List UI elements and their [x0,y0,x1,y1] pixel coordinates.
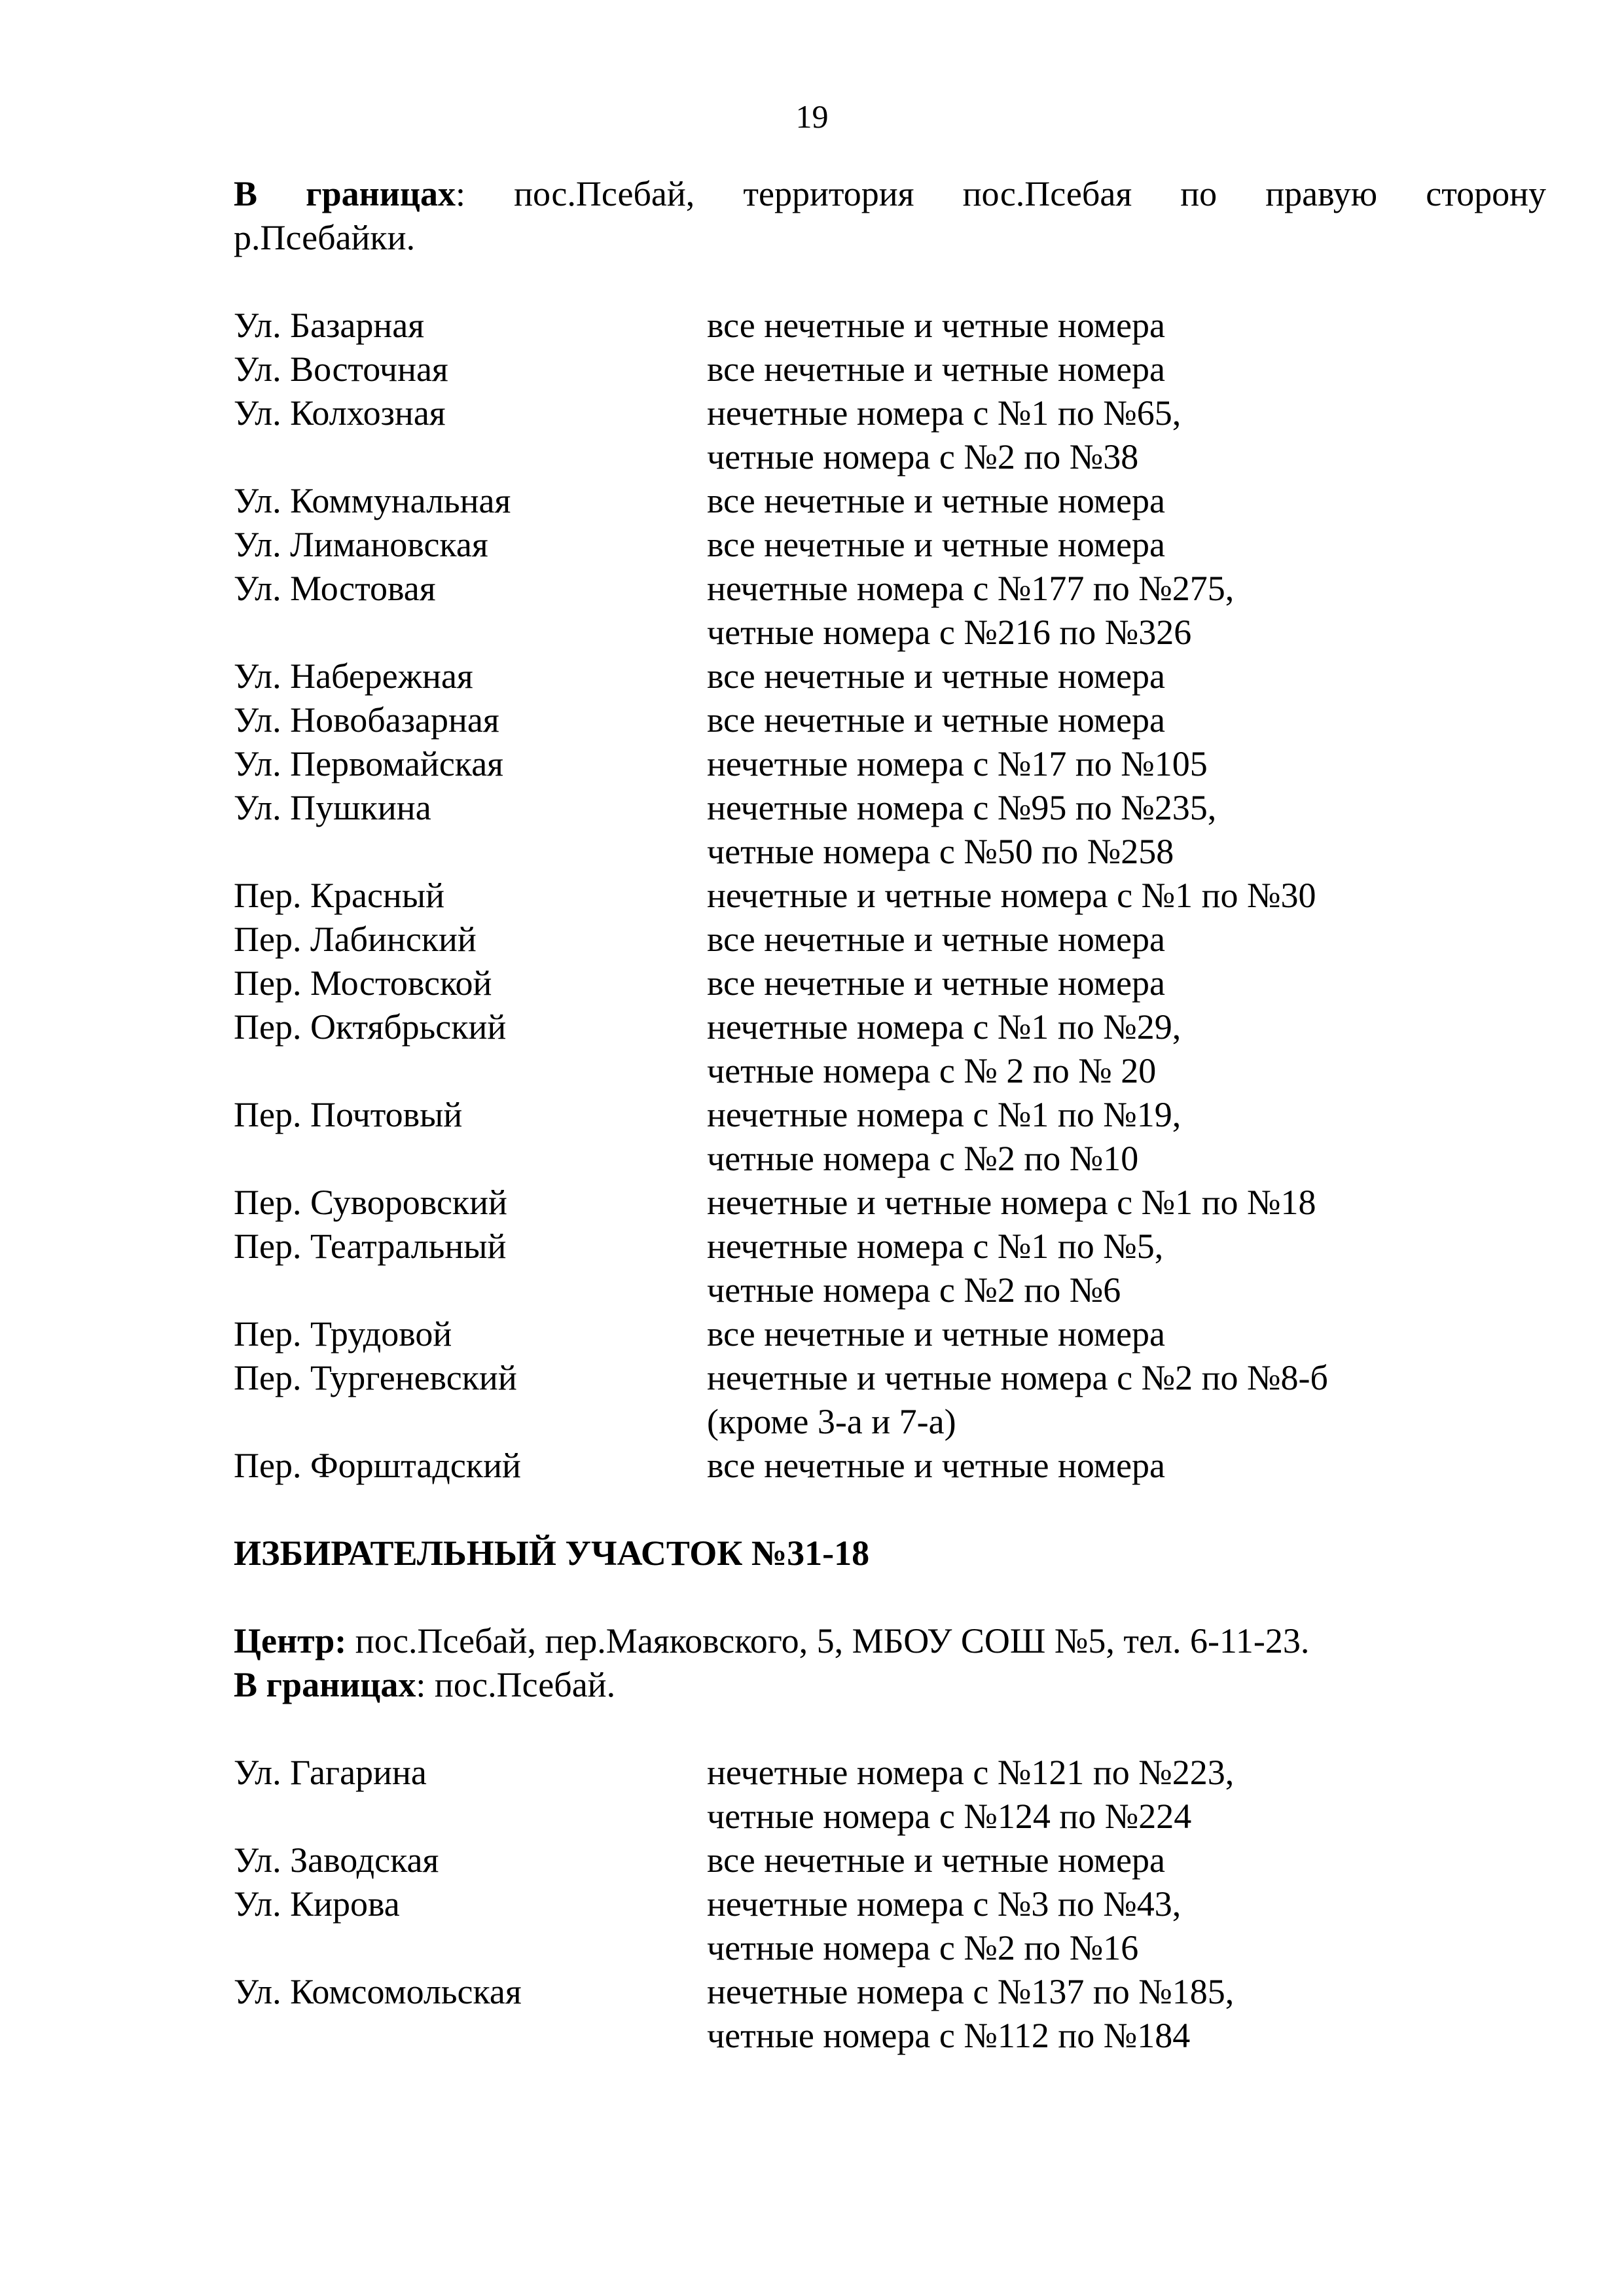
house-ranges [707,479,1546,523]
house-range-line: все нечетные и четные номера [707,350,1165,389]
street-row [234,1005,1546,1093]
street-name: Ул. Пушкина [234,788,431,827]
street-name: Пер. Лабинский [234,920,477,959]
house-range-line: все нечетные и четные номера [707,481,1165,520]
street-row [234,1312,1546,1356]
house-range-line: нечетные номера с №177 по №275, [707,569,1235,608]
street-name: Пер. Красный [234,876,444,915]
house-range-line: четные номера с №216 по №326 [707,613,1192,652]
house-range-line: нечетные и четные номера с №1 по №18 [707,1183,1316,1222]
street-name: Ул. Первомайская [234,744,504,783]
street-name: Ул. Лимановская [234,525,488,564]
house-ranges [707,1093,1546,1181]
house-range-line: нечетные номера с №3 по №43, [707,1884,1182,1924]
boundary-line-2 [234,1663,1546,1707]
street-name: Ул. Комсомольская [234,1972,522,2011]
street-name: Ул. Коммунальная [234,481,511,520]
center-text: пос.Псебай, пер.Маяковского, 5, МБОУ СОШ №5, тел. 6-11-23. [346,1621,1310,1660]
house-range-line: нечетные номера с №95 по №235, [707,788,1217,827]
spacer [234,1575,1546,1619]
street-row [234,742,1546,786]
house-ranges [707,304,1546,348]
house-ranges [707,1970,1546,2058]
street-list-1 [234,304,1546,1488]
house-range-line: четные номера с № 2 по № 20 [707,1051,1157,1090]
house-range-line: нечетные номера с №1 по №29, [707,1007,1182,1047]
street-name: Пер. Почтовый [234,1095,463,1134]
house-ranges [707,348,1546,391]
street-name: Ул. Заводская [234,1840,439,1880]
street-row [234,348,1546,391]
street-row [234,1970,1546,2058]
street-row [234,1839,1546,1882]
street-row [234,304,1546,348]
page-content [234,172,1546,2058]
street-row [234,1181,1546,1225]
street-row [234,961,1546,1005]
house-ranges [707,1312,1546,1356]
street-name: Ул. Базарная [234,306,425,345]
street-row [234,523,1546,567]
house-ranges [707,961,1546,1005]
street-name: Пер. Мостовской [234,963,492,1003]
spacer [234,1488,1546,1532]
center-line [234,1619,1546,1663]
house-ranges [707,1181,1546,1225]
house-ranges [707,1225,1546,1312]
boundary-text: : пос.Псебай, территория пос.Псебая по правую сторону [456,174,1547,213]
house-range-line: все нечетные и четные номера [707,700,1165,740]
house-range-line: нечетные и четные номера с №2 по №8-б [707,1358,1329,1397]
spacer [234,260,1546,304]
house-ranges [707,918,1546,961]
street-row [234,391,1546,479]
street-row [234,786,1546,874]
street-row [234,874,1546,918]
house-range-line: все нечетные и четные номера [707,1446,1165,1485]
house-range-line: четные номера с №50 по №258 [707,832,1174,871]
street-row [234,479,1546,523]
street-name: Пер. Октябрьский [234,1007,507,1047]
section-title: ИЗБИРАТЕЛЬНЫЙ УЧАСТОК №31-18 [234,1534,870,1573]
house-ranges [707,698,1546,742]
house-range-line: все нечетные и четные номера [707,525,1165,564]
house-ranges [707,1444,1546,1488]
street-row [234,918,1546,961]
street-row [234,1882,1546,1970]
house-range-line: нечетные номера с №137 по №185, [707,1972,1235,2011]
house-range-line: четные номера с №124 по №224 [707,1797,1192,1836]
street-name: Пер. Театральный [234,1227,507,1266]
house-ranges [707,655,1546,698]
house-ranges [707,1882,1546,1970]
house-range-line: четные номера с №2 по №38 [707,437,1139,476]
house-range-line: все нечетные и четные номера [707,656,1165,696]
house-ranges [707,874,1546,918]
street-name: Ул. Гагарина [234,1753,427,1792]
street-name: Пер. Тургеневский [234,1358,517,1397]
boundary-line-continued: р.Псебайки. [234,218,416,257]
street-name: Пер. Суворовский [234,1183,507,1222]
street-row [234,698,1546,742]
street-name: Ул. Колхозная [234,393,446,433]
street-name: Ул. Кирова [234,1884,400,1924]
house-ranges [707,742,1546,786]
house-ranges [707,391,1546,479]
house-ranges [707,1839,1546,1882]
house-range-line: нечетные номера с №121 по №223, [707,1753,1235,1792]
house-range-line: (кроме 3-а и 7-а) [707,1402,956,1441]
street-name: Ул. Набережная [234,656,473,696]
house-range-line: нечетные и четные номера с №1 по №30 [707,876,1316,915]
boundary-line [234,172,1546,216]
page-number: 19 [795,98,829,135]
house-ranges [707,523,1546,567]
house-range-line: все нечетные и четные номера [707,920,1165,959]
house-ranges [707,567,1546,655]
house-range-line: нечетные номера с №1 по №65, [707,393,1182,433]
street-name: Ул. Новобазарная [234,700,499,740]
street-row [234,655,1546,698]
street-row [234,1751,1546,1839]
house-ranges [707,786,1546,874]
street-list-2 [234,1751,1546,2058]
house-range-line: четные номера с №2 по №6 [707,1270,1121,1310]
center-label: Центр: [234,1621,347,1660]
house-range-line: все нечетные и четные номера [707,1314,1165,1354]
street-row [234,567,1546,655]
house-range-line: все нечетные и четные номера [707,306,1165,345]
boundary-label: В границах [234,174,456,213]
house-range-line: нечетные номера с №17 по №105 [707,744,1208,783]
house-range-line: четные номера с №2 по №10 [707,1139,1139,1178]
house-range-line: все нечетные и четные номера [707,963,1165,1003]
house-ranges [707,1005,1546,1093]
house-ranges [707,1356,1546,1444]
spacer [234,1707,1546,1751]
house-range-line: четные номера с №112 по №184 [707,2016,1191,2055]
house-range-line: нечетные номера с №1 по №19, [707,1095,1182,1134]
street-row [234,1093,1546,1181]
street-row [234,1444,1546,1488]
boundary-label-2: В границах [234,1665,416,1704]
boundary-text-2: : пос.Псебай. [416,1665,616,1704]
street-row [234,1225,1546,1312]
street-name: Пер. Трудовой [234,1314,452,1354]
house-range-line: четные номера с №2 по №16 [707,1928,1139,1967]
house-range-line: нечетные номера с №1 по №5, [707,1227,1164,1266]
house-ranges [707,1751,1546,1839]
street-row [234,1356,1546,1444]
street-name: Ул. Мостовая [234,569,436,608]
street-name: Ул. Восточная [234,350,448,389]
street-name: Пер. Форштадский [234,1446,521,1485]
house-range-line: все нечетные и четные номера [707,1840,1165,1880]
